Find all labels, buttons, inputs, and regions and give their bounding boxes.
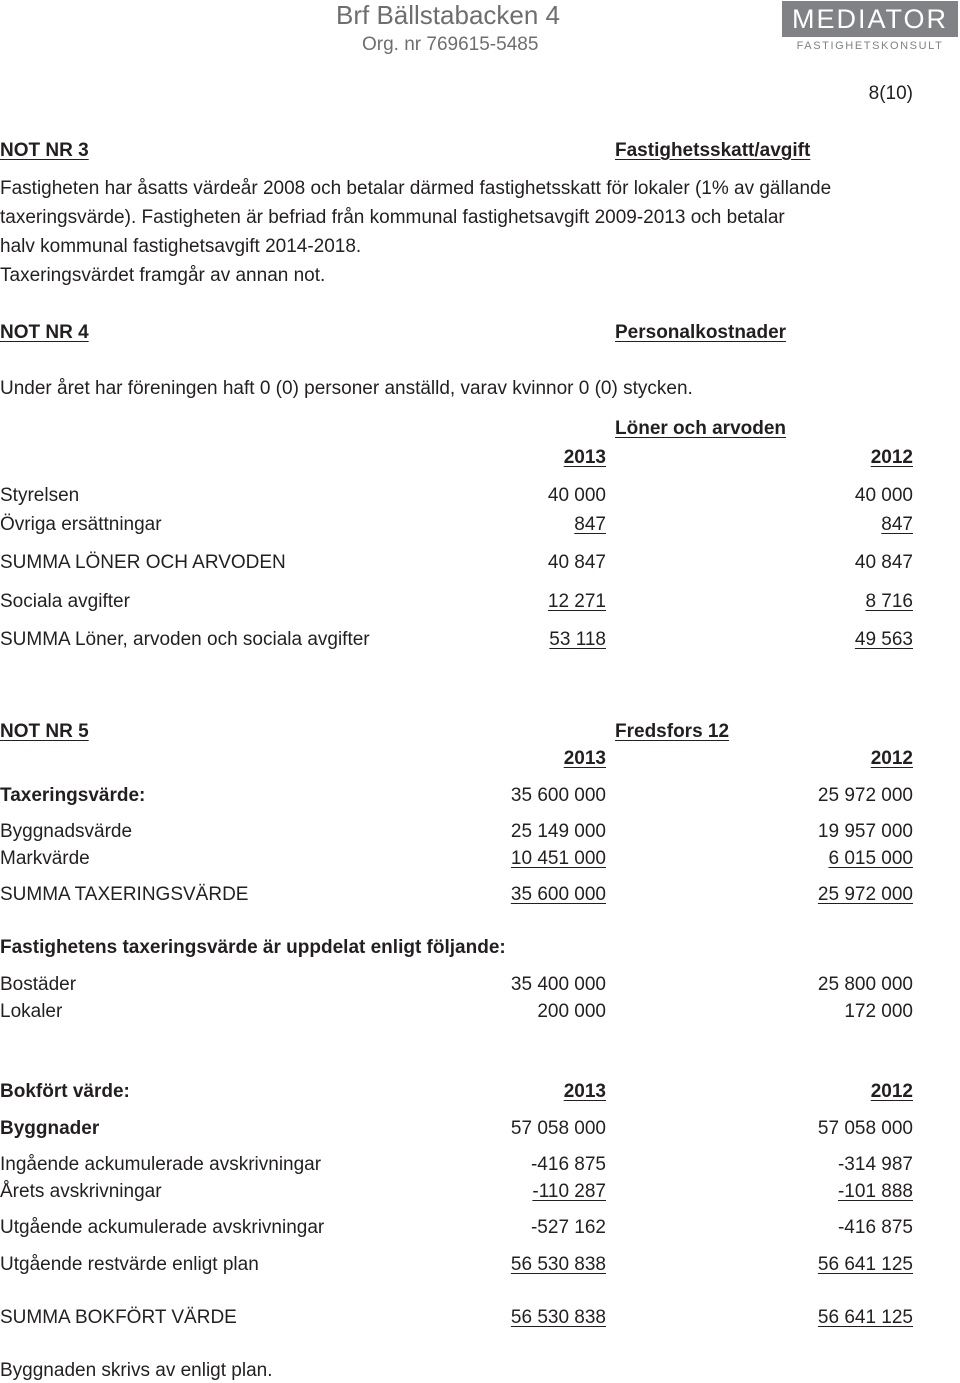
book-row-value-2013: -416 875 <box>530 1154 606 1175</box>
tax-row-value-2012: 6 015 000 <box>828 848 913 869</box>
note4-subtitle: Löner och arvoden <box>615 418 787 439</box>
note4-row-value-2012: 847 <box>881 514 913 535</box>
tax-row-value-2013: 25 149 000 <box>510 821 606 842</box>
note4-row-label: SUMMA Löner, arvoden och sociala avgifter <box>0 629 370 650</box>
note4-row-value-2013: 847 <box>574 514 606 535</box>
tax-row-label: Byggnadsvärde <box>0 821 133 842</box>
tax-row-label: Markvärde <box>0 848 90 869</box>
book-row-value-2012: -101 888 <box>837 1181 913 1202</box>
note4-row-value-2012: 8 716 <box>865 591 913 612</box>
logo-brand: MEDIATOR <box>782 1 958 37</box>
note4-year-2013: 2013 <box>563 447 606 468</box>
organization-number: Org. nr 769615-5485 <box>362 34 539 55</box>
note3-line-4: Taxeringsvärdet framgår av annan not. <box>0 265 326 286</box>
book-year-2012: 2012 <box>870 1081 913 1102</box>
book-row-value-2013: 57 058 000 <box>510 1118 606 1139</box>
note4-title: Personalkostnader <box>615 322 787 343</box>
tax-row-value-2012: 25 972 000 <box>817 884 913 905</box>
note4-row-value-2012: 40 847 <box>854 552 913 573</box>
book-row-value-2012: -314 987 <box>837 1154 913 1175</box>
note5-heading: NOT NR 5 <box>0 721 89 742</box>
note4-row-label: Sociala avgifter <box>0 591 130 612</box>
note5-year-2012: 2012 <box>870 748 913 769</box>
tax-row-label: Taxeringsvärde: <box>0 785 146 806</box>
book-row-value-2012: 57 058 000 <box>817 1118 913 1139</box>
note3-line-3: halv kommunal fastighetsavgift 2014-2018. <box>0 236 362 257</box>
book-value-heading: Bokfört värde: <box>0 1081 130 1102</box>
tax-row-value-2013: 35 600 000 <box>510 884 606 905</box>
tax-row-value-2012: 25 972 000 <box>817 785 913 806</box>
book-row-label: Byggnader <box>0 1118 100 1139</box>
note4-row-label: Övriga ersättningar <box>0 514 162 535</box>
note4-row-value-2012: 49 563 <box>854 629 913 650</box>
book-row-label: Ingående ackumulerade avskrivningar <box>0 1154 322 1175</box>
tax-split-heading: Fastighetens taxeringsvärde är uppdelat enligt följande: <box>0 937 506 958</box>
note4-row-value-2013: 40 847 <box>547 552 606 573</box>
mediator-logo <box>782 1 958 53</box>
note4-row-label: SUMMA LÖNER OCH ARVODEN <box>0 552 286 573</box>
logo-subtitle: FASTIGHETSKONSULT <box>796 40 944 52</box>
book-year-2013: 2013 <box>563 1081 606 1102</box>
book-row-label: Utgående restvärde enligt plan <box>0 1254 259 1275</box>
tax-row-value-2012: 19 957 000 <box>817 821 913 842</box>
tax-row-label: SUMMA TAXERINGSVÄRDE <box>0 884 249 905</box>
page-number: 8(10) <box>868 83 913 104</box>
depreciation-footer: Byggnaden skrivs av enligt plan. <box>0 1360 273 1381</box>
split-row-value-2013: 35 400 000 <box>510 974 606 995</box>
book-row-label: Årets avskrivningar <box>0 1181 162 1202</box>
book-row-value-2013: 56 530 838 <box>510 1307 606 1328</box>
note4-text: Under året har föreningen haft 0 (0) personer anställd, varav kvinnor 0 (0) stycken. <box>0 378 693 399</box>
book-row-value-2013: 56 530 838 <box>510 1254 606 1275</box>
tax-row-value-2013: 10 451 000 <box>510 848 606 869</box>
book-row-label: SUMMA BOKFÖRT VÄRDE <box>0 1307 237 1328</box>
note4-heading: NOT NR 4 <box>0 322 89 343</box>
note4-row-value-2013: 40 000 <box>547 485 606 506</box>
book-row-value-2013: -110 287 <box>532 1181 606 1202</box>
note3-title: Fastighetsskatt/avgift <box>615 140 811 161</box>
split-row-value-2013: 200 000 <box>537 1001 606 1022</box>
split-row-label: Bostäder <box>0 974 77 995</box>
note4-year-2012: 2012 <box>870 447 913 468</box>
note4-row-label: Styrelsen <box>0 485 80 506</box>
split-row-value-2012: 172 000 <box>844 1001 913 1022</box>
book-row-label: Utgående ackumulerade avskrivningar <box>0 1217 325 1238</box>
book-row-value-2012: 56 641 125 <box>817 1307 913 1328</box>
note3-line-2: taxeringsvärde). Fastigheten är befriad från kommunal fastighetsavgift 2009-2013 och betalar <box>0 207 785 228</box>
note4-row-value-2012: 40 000 <box>854 485 913 506</box>
note3-heading: NOT NR 3 <box>0 140 89 161</box>
note3-line-1: Fastigheten har åsatts värdeår 2008 och betalar därmed fastighetsskatt för lokaler (1% av gällande <box>0 178 832 199</box>
book-row-value-2012: -416 875 <box>837 1217 913 1238</box>
note5-title: Fredsfors 12 <box>615 721 730 742</box>
book-row-value-2013: -527 162 <box>530 1217 606 1238</box>
note5-year-2013: 2013 <box>563 748 606 769</box>
note4-row-value-2013: 53 118 <box>549 629 606 650</box>
document-title: Brf Bällstabacken 4 <box>336 0 561 30</box>
tax-row-value-2013: 35 600 000 <box>510 785 606 806</box>
split-row-value-2012: 25 800 000 <box>817 974 913 995</box>
book-row-value-2012: 56 641 125 <box>817 1254 913 1275</box>
split-row-label: Lokaler <box>0 1001 63 1022</box>
note4-row-value-2013: 12 271 <box>547 591 606 612</box>
